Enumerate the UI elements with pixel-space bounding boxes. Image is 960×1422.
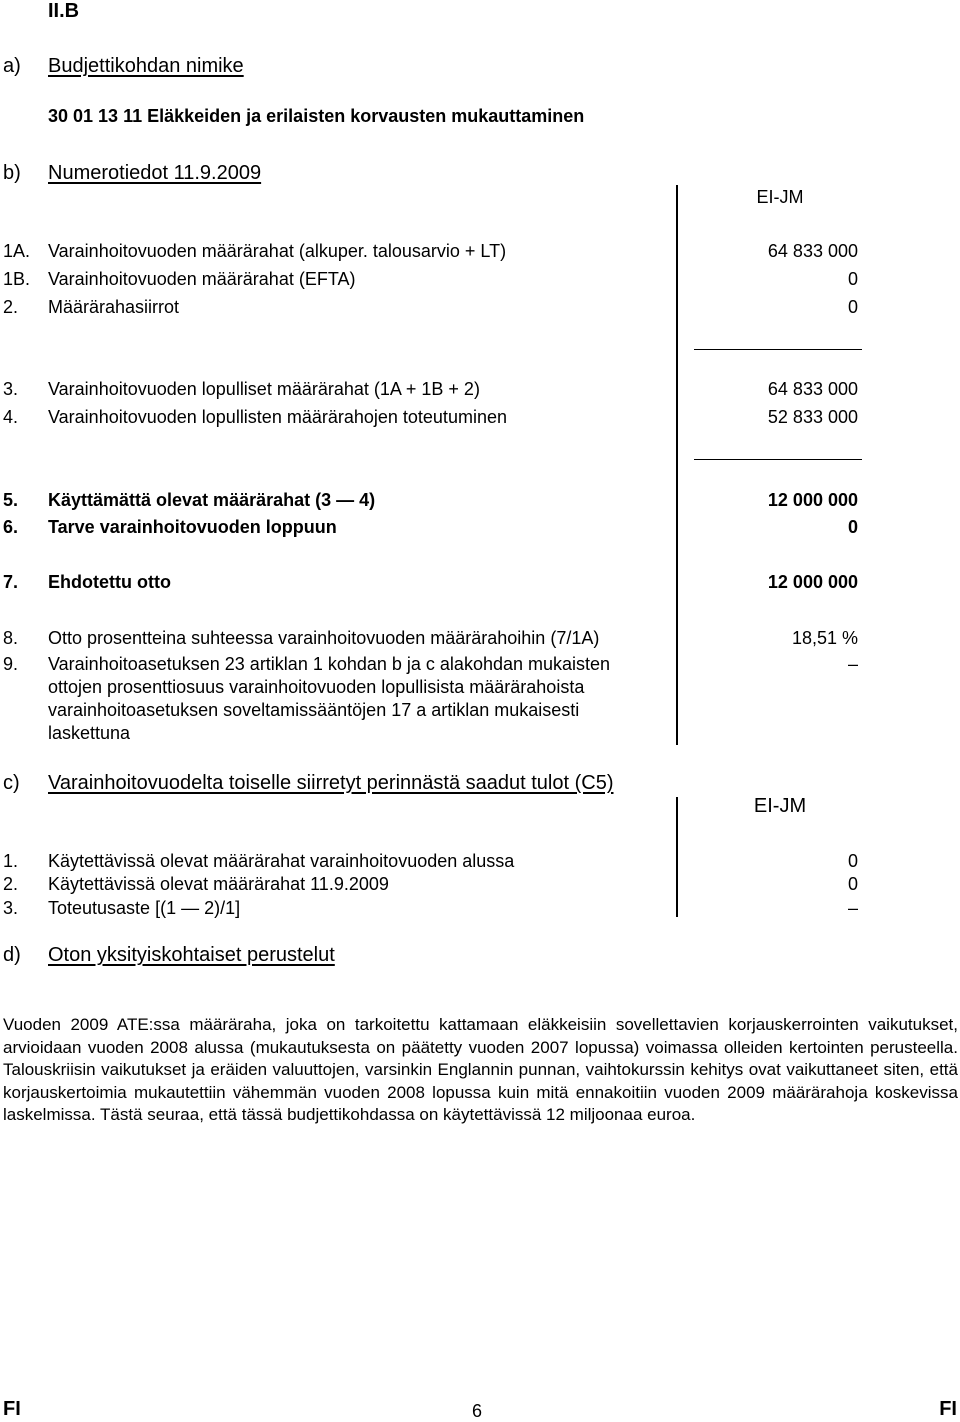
section-a-letter: a) — [3, 55, 21, 77]
row-3-label: Varainhoitovuoden lopulliset määrärahat (1A + 1B + 2) — [48, 379, 480, 399]
row-7-value: 12 000 000 — [767, 572, 858, 592]
section-c-heading: Varainhoitovuodelta toiselle siirretyt perinnästä saadut tulot (C5) — [48, 772, 614, 794]
row-3-value: 64 833 000 — [767, 379, 858, 399]
c-row-3-value: – — [847, 898, 858, 918]
row-8-label: Otto prosentteina suhteessa varainhoitovuoden määrärahoihin (7/1A) — [48, 628, 600, 648]
row-7-number: 7. — [3, 572, 19, 592]
row-8-value: 18,51 % — [791, 628, 858, 648]
c-row-2-number: 2. — [3, 874, 19, 894]
row-9-label-line-4: laskettuna — [48, 723, 131, 743]
section-d-heading: Oton yksityiskohtaiset perustelut — [48, 944, 335, 966]
section-a-heading: Budjettikohdan nimike — [48, 55, 244, 77]
footer-language-right: FI — [939, 1398, 957, 1420]
table-c-column-header: EI-JM — [753, 795, 807, 817]
table-b-divider — [676, 185, 678, 745]
row-5-number: 5. — [3, 490, 19, 510]
c-row-2-value: 0 — [847, 874, 858, 894]
row-9-label-line-1: Varainhoitoasetuksen 23 artiklan 1 kohdan b ja c alakohdan mukaisten — [48, 654, 611, 674]
row-2-label: Määrärahasiirrot — [48, 297, 180, 317]
page-number: 6 — [472, 1401, 483, 1421]
row-9-value: – — [847, 654, 858, 674]
section-b-letter: b) — [3, 162, 21, 184]
row-8-number: 8. — [3, 628, 19, 648]
section-heading: II.B — [48, 0, 80, 22]
section-c-letter: c) — [3, 772, 20, 794]
row-9-label-line-3: varainhoitoasetuksen soveltamissääntöjen 17 a artiklan mukaisesti — [48, 700, 580, 720]
row-7-label: Ehdotettu otto — [48, 572, 171, 592]
row-3-number: 3. — [3, 379, 19, 399]
row-5-label: Käyttämättä olevat määrärahat (3 — 4) — [48, 490, 376, 510]
c-row-3-number: 3. — [3, 898, 19, 918]
row-2-number: 2. — [3, 297, 19, 317]
row-5-value: 12 000 000 — [767, 490, 858, 510]
section-d-letter: d) — [3, 944, 21, 966]
table-c-divider — [676, 797, 678, 917]
row-4-number: 4. — [3, 407, 19, 427]
c-row-1-label: Käytettävissä olevat määrärahat varainhoitovuoden alussa — [48, 851, 515, 871]
c-row-1-number: 1. — [3, 851, 19, 871]
subtotal-rule — [694, 349, 862, 350]
row-6-number: 6. — [3, 517, 19, 537]
row-9-label-line-2: ottojen prosenttiosuus varainhoitovuoden lopullisista määrärahoista — [48, 677, 585, 697]
row-1b-value: 0 — [847, 269, 858, 289]
justification-paragraph: Vuoden 2009 ATE:ssa määräraha, joka on tarkoitettu kattamaan eläkkeisiin sovellettavien korjauskerrointen vaikutukset, arvioidaan vuoden 2008 alussa (mukautuksesta on päätetty vuoden 2007 lopussa) voimassa olleiden kertointen perusteella. Talouskriisin vaikutukset ja eräiden valuuttojen, varsinkin Englannin punnan, vaihtokurssin kehitys ovat vaikuttaneet siten, että korjauskertoimia mukautettiin vähemmän vuoden 2008 lopussa kuin mitä ennakoitiin vuoden 2009 määrärahoja koskevissa laskelmissa. Tästä seuraa, että tässä budjettikohdassa on käytettävissä 12 miljoonaa euroa. — [3, 1015, 958, 1124]
row-1a-number: 1A. — [3, 241, 31, 261]
row-4-value: 52 833 000 — [767, 407, 858, 427]
row-1a-value: 64 833 000 — [767, 241, 858, 261]
row-1a-label: Varainhoitovuoden määrärahat (alkuper. talousarvio + LT) — [48, 241, 507, 261]
row-6-label: Tarve varainhoitovuoden loppuun — [48, 517, 337, 537]
c-row-3-label: Toteutusaste [(1 — 2)/1] — [48, 898, 241, 918]
row-1b-number: 1B. — [3, 269, 31, 289]
table-b-column-header: EI-JM — [756, 187, 804, 207]
c-row-2-label: Käytettävissä olevat määrärahat 11.9.2009 — [48, 874, 389, 894]
row-4-label: Varainhoitovuoden lopullisten määrärahojen toteutuminen — [48, 407, 507, 427]
total-rule — [694, 459, 862, 460]
row-9-number: 9. — [3, 654, 19, 674]
row-6-value: 0 — [847, 517, 858, 537]
section-b-heading: Numerotiedot 11.9.2009 — [48, 162, 262, 184]
row-2-value: 0 — [847, 297, 858, 317]
c-row-1-value: 0 — [847, 851, 858, 871]
row-1b-label: Varainhoitovuoden määrärahat (EFTA) — [48, 269, 356, 289]
footer-language-left: FI — [3, 1398, 21, 1420]
budget-item-title: 30 01 13 11 Eläkkeiden ja erilaisten korvausten mukauttaminen — [48, 106, 585, 126]
